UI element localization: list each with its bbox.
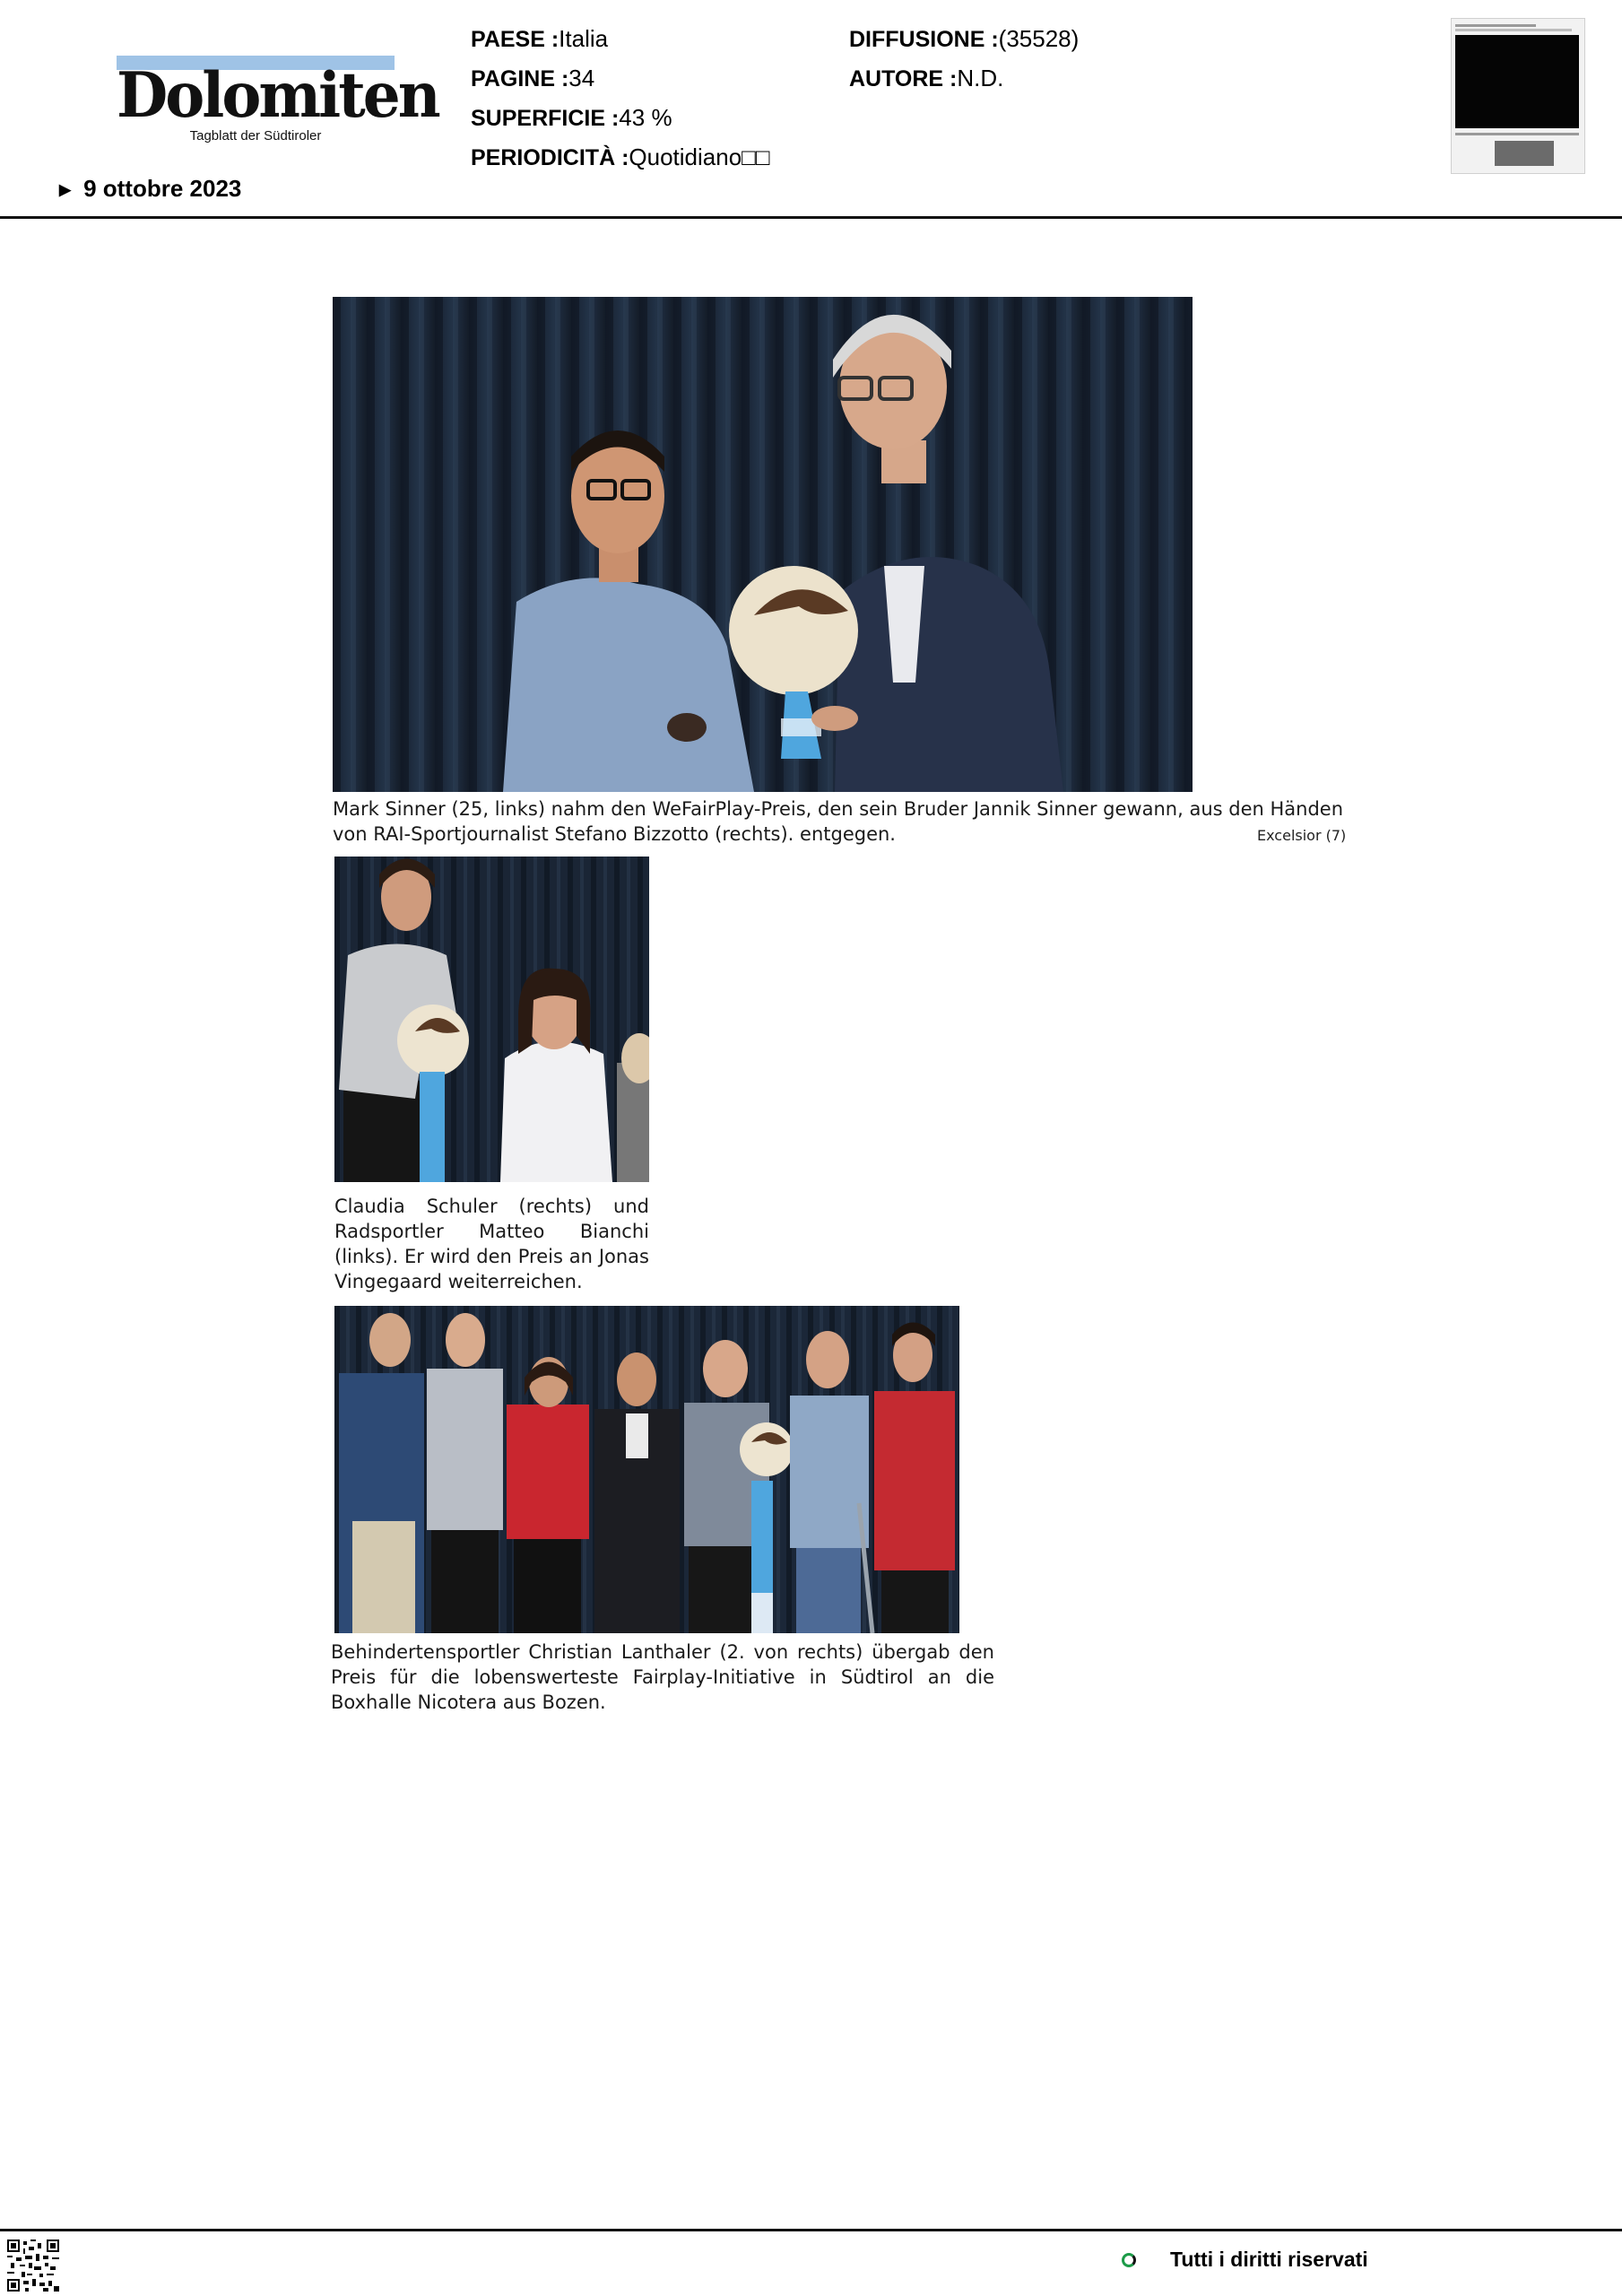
meta-periodicita: [471, 144, 770, 171]
meta-superficie: [471, 104, 672, 132]
meta-diffusione-value: (35528): [998, 25, 1080, 52]
photo-award-handover-image: [333, 297, 1193, 792]
status-circle-icon: [1122, 2253, 1136, 2267]
thumbnail-dark-photo: [1455, 35, 1579, 128]
photo1-caption: Mark Sinner (25, links) nahm den WeFairPlay-Preis, den sein Bruder Jannik Sinner gewann, aus den Händen von RAI-Sportjournalist Stefano Bizzotto (rechts). entgegen.: [333, 798, 1344, 845]
thumbnail-text-line: [1455, 29, 1572, 31]
photo2-caption: Claudia Schuler (rechts) und Radsportler Matteo Bianchi (links). Er wird den Preis an Jonas Vingegaard weiterreichen.: [334, 1196, 649, 1292]
qr-code-icon[interactable]: [7, 2239, 59, 2292]
meta-paese-label: PAESE :: [471, 27, 559, 52]
meta-diffusione-label: DIFFUSIONE :: [849, 27, 999, 52]
photo-award-handover: [333, 297, 1193, 792]
header-divider: [0, 216, 1622, 219]
meta-pagine: [471, 65, 594, 92]
triangle-right-icon: ▶: [59, 181, 72, 198]
photo-group-award: [334, 1306, 959, 1633]
meta-periodicita-label: PERIODICITÀ :: [471, 145, 629, 170]
meta-pagine-value: 34: [568, 65, 595, 91]
photo-schuler-bianchi: [334, 857, 649, 1182]
meta-superficie-label: SUPERFICIE :: [471, 106, 620, 131]
meta-pagine-label: PAGINE :: [471, 66, 569, 91]
meta-paese: [471, 25, 608, 53]
meta-diffusione: [849, 25, 1079, 53]
photo-group-award-image: [334, 1306, 959, 1633]
publication-date: 9 ottobre 2023: [83, 175, 242, 202]
footer-divider: [0, 2229, 1622, 2231]
meta-autore-value: N.D.: [957, 65, 1004, 91]
logo-tagline: Tagblatt der Südtiroler: [189, 128, 322, 144]
thumbnail-group-photo: [1495, 141, 1554, 166]
publication-date-row: [59, 175, 241, 203]
thumbnail-headline-line: [1455, 24, 1536, 27]
photo1-credit: Excelsior (7): [1257, 827, 1347, 844]
logo-wordmark: Dolomiten: [117, 58, 438, 132]
photo3-caption: Behindertensportler Christian Lanthaler (2. von rechts) übergab den Preis für die lobenswerteste Fairplay-Initiative in Südtirol an die Boxhalle Nicotera aus Bozen.: [331, 1641, 994, 1713]
meta-autore: [849, 65, 1003, 92]
meta-autore-label: AUTORE :: [849, 66, 958, 91]
rights-notice: Tutti i diritti riservati: [1170, 2248, 1368, 2271]
meta-paese-value: Italia: [559, 25, 609, 52]
meta-superficie-value: 43 %: [619, 104, 672, 131]
photo-schuler-bianchi-image: [334, 857, 649, 1182]
meta-periodicita-value: Quotidiano□□: [629, 144, 770, 170]
thumbnail-caption-line: [1455, 133, 1579, 135]
page-thumbnail: [1451, 18, 1585, 174]
publication-logo: [117, 54, 438, 148]
